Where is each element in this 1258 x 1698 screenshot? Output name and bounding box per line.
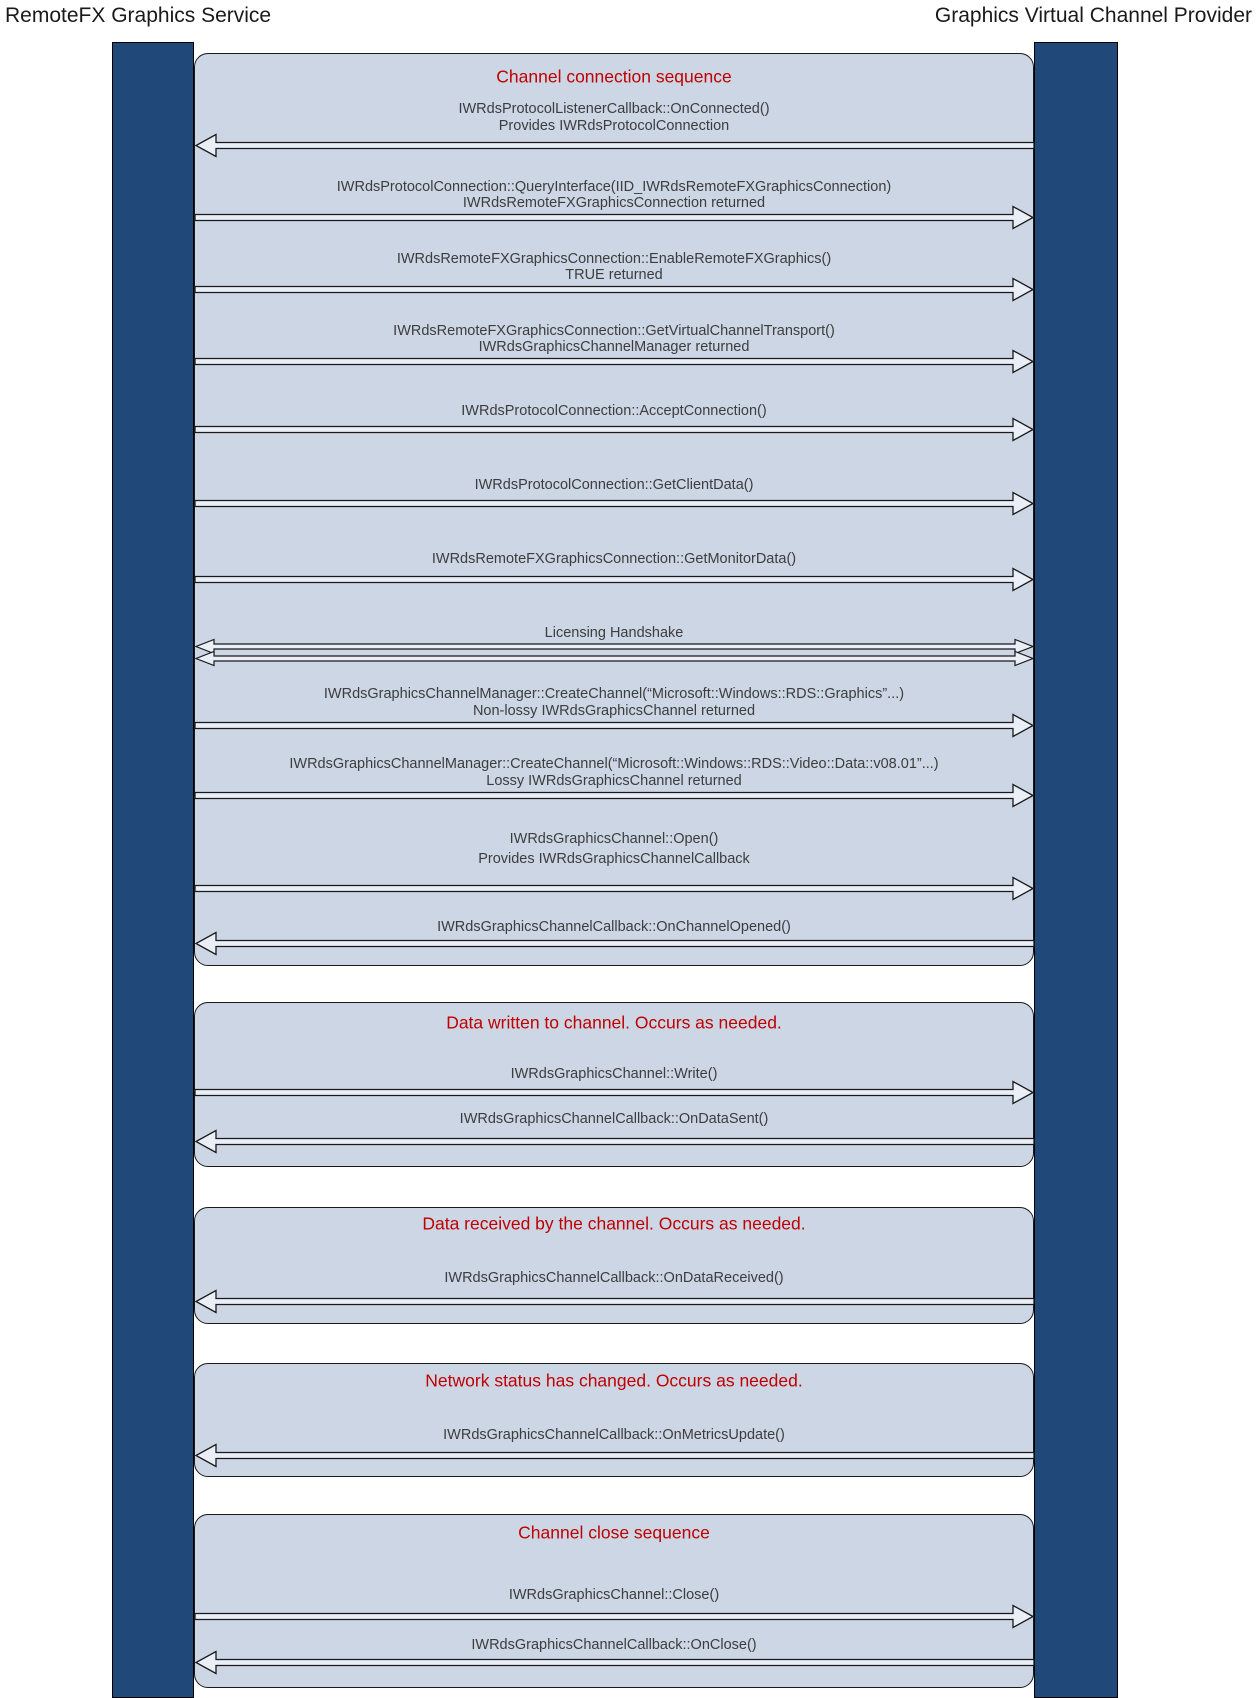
message-label: IWRdsGraphicsChannelCallback::OnDataSent() [459,1111,769,1127]
call-arrow-right [194,205,1035,236]
actor-title-right: Graphics Virtual Channel Provider [934,4,1252,27]
call-arrow-right [194,876,1035,907]
message-label: Licensing Handshake [544,625,684,641]
return-arrow-left [194,133,1035,164]
message-label: IWRdsGraphicsChannelCallback::OnClose() [471,1637,757,1653]
message-label: IWRdsRemoteFXGraphicsConnection::GetVirtualChannelTransport() [393,323,835,339]
message-label: IWRdsGraphicsChannelManager returned [478,339,750,355]
message-label: Lossy IWRdsGraphicsChannel returned [486,773,742,789]
lifeline-graphics-virtual-channel-provider [1034,42,1118,1698]
section-network-status [194,1363,1034,1477]
call-arrow-right [194,1080,1035,1111]
message-label: Provides IWRdsProtocolConnection [498,118,730,134]
message-label: IWRdsGraphicsChannelManager::CreateChannel(“Microsoft::Windows::RDS::Graphics”...) [323,686,905,702]
message-label: IWRdsGraphicsChannelCallback::OnChannelOpened() [437,919,791,935]
message-label: IWRdsGraphicsChannel::Open() [509,831,719,847]
return-arrow-left [194,931,1035,962]
call-arrow-right [194,349,1035,380]
lifeline-remotefx-graphics-service [112,42,194,1698]
call-arrow-right [194,1604,1035,1635]
call-arrow-right [194,491,1035,522]
return-arrow-left [194,1650,1035,1681]
section-header: Channel close sequence [518,1522,710,1543]
section-header: Network status has changed. Occurs as needed. [425,1370,803,1391]
message-label: Provides IWRdsGraphicsChannelCallback [478,851,750,867]
message-label: IWRdsRemoteFXGraphicsConnection::GetMonitorData() [431,551,797,567]
message-label: IWRdsProtocolConnection::AcceptConnection() [461,403,767,419]
section-data-received [194,1207,1034,1324]
message-label: TRUE returned [565,267,663,283]
call-arrow-right [194,277,1035,308]
return-arrow-left [194,1289,1035,1320]
section-header: Data received by the channel. Occurs as needed. [422,1213,806,1234]
return-arrow-left [194,1443,1035,1474]
message-label: IWRdsGraphicsChannelManager::CreateChannel(“Microsoft::Windows::RDS::Video::Data::v08.01”...) [289,756,939,772]
call-arrow-right [194,713,1035,744]
message-label: IWRdsGraphicsChannel::Close() [508,1587,720,1603]
message-label: IWRdsGraphicsChannel::Write() [510,1066,718,1082]
message-label: IWRdsProtocolConnection::QueryInterface(IID_IWRdsRemoteFXGraphicsConnection) [336,179,892,195]
section-channel-connection [194,53,1034,966]
actor-title-left: RemoteFX Graphics Service [5,4,272,27]
message-label: IWRdsGraphicsChannelCallback::OnMetricsUpdate() [443,1427,785,1443]
message-label: IWRdsProtocolListenerCallback::OnConnected() [458,101,770,117]
call-arrow-right [194,567,1035,598]
section-header: Channel connection sequence [496,66,732,87]
message-label: IWRdsProtocolConnection::GetClientData() [474,477,754,493]
call-arrow-right [194,783,1035,814]
message-label: IWRdsRemoteFXGraphicsConnection::EnableRemoteFXGraphics() [396,251,832,267]
section-data-written [194,1002,1034,1167]
call-arrow-right [194,417,1035,448]
section-channel-close [194,1514,1034,1688]
handshake-arrow-both [194,651,1035,672]
message-label: IWRdsGraphicsChannelCallback::OnDataReceived() [444,1270,784,1286]
message-label: Non-lossy IWRdsGraphicsChannel returned [472,703,756,719]
section-header: Data written to channel. Occurs as needed. [446,1012,782,1033]
return-arrow-left [194,1129,1035,1160]
message-label: IWRdsRemoteFXGraphicsConnection returned [462,195,766,211]
